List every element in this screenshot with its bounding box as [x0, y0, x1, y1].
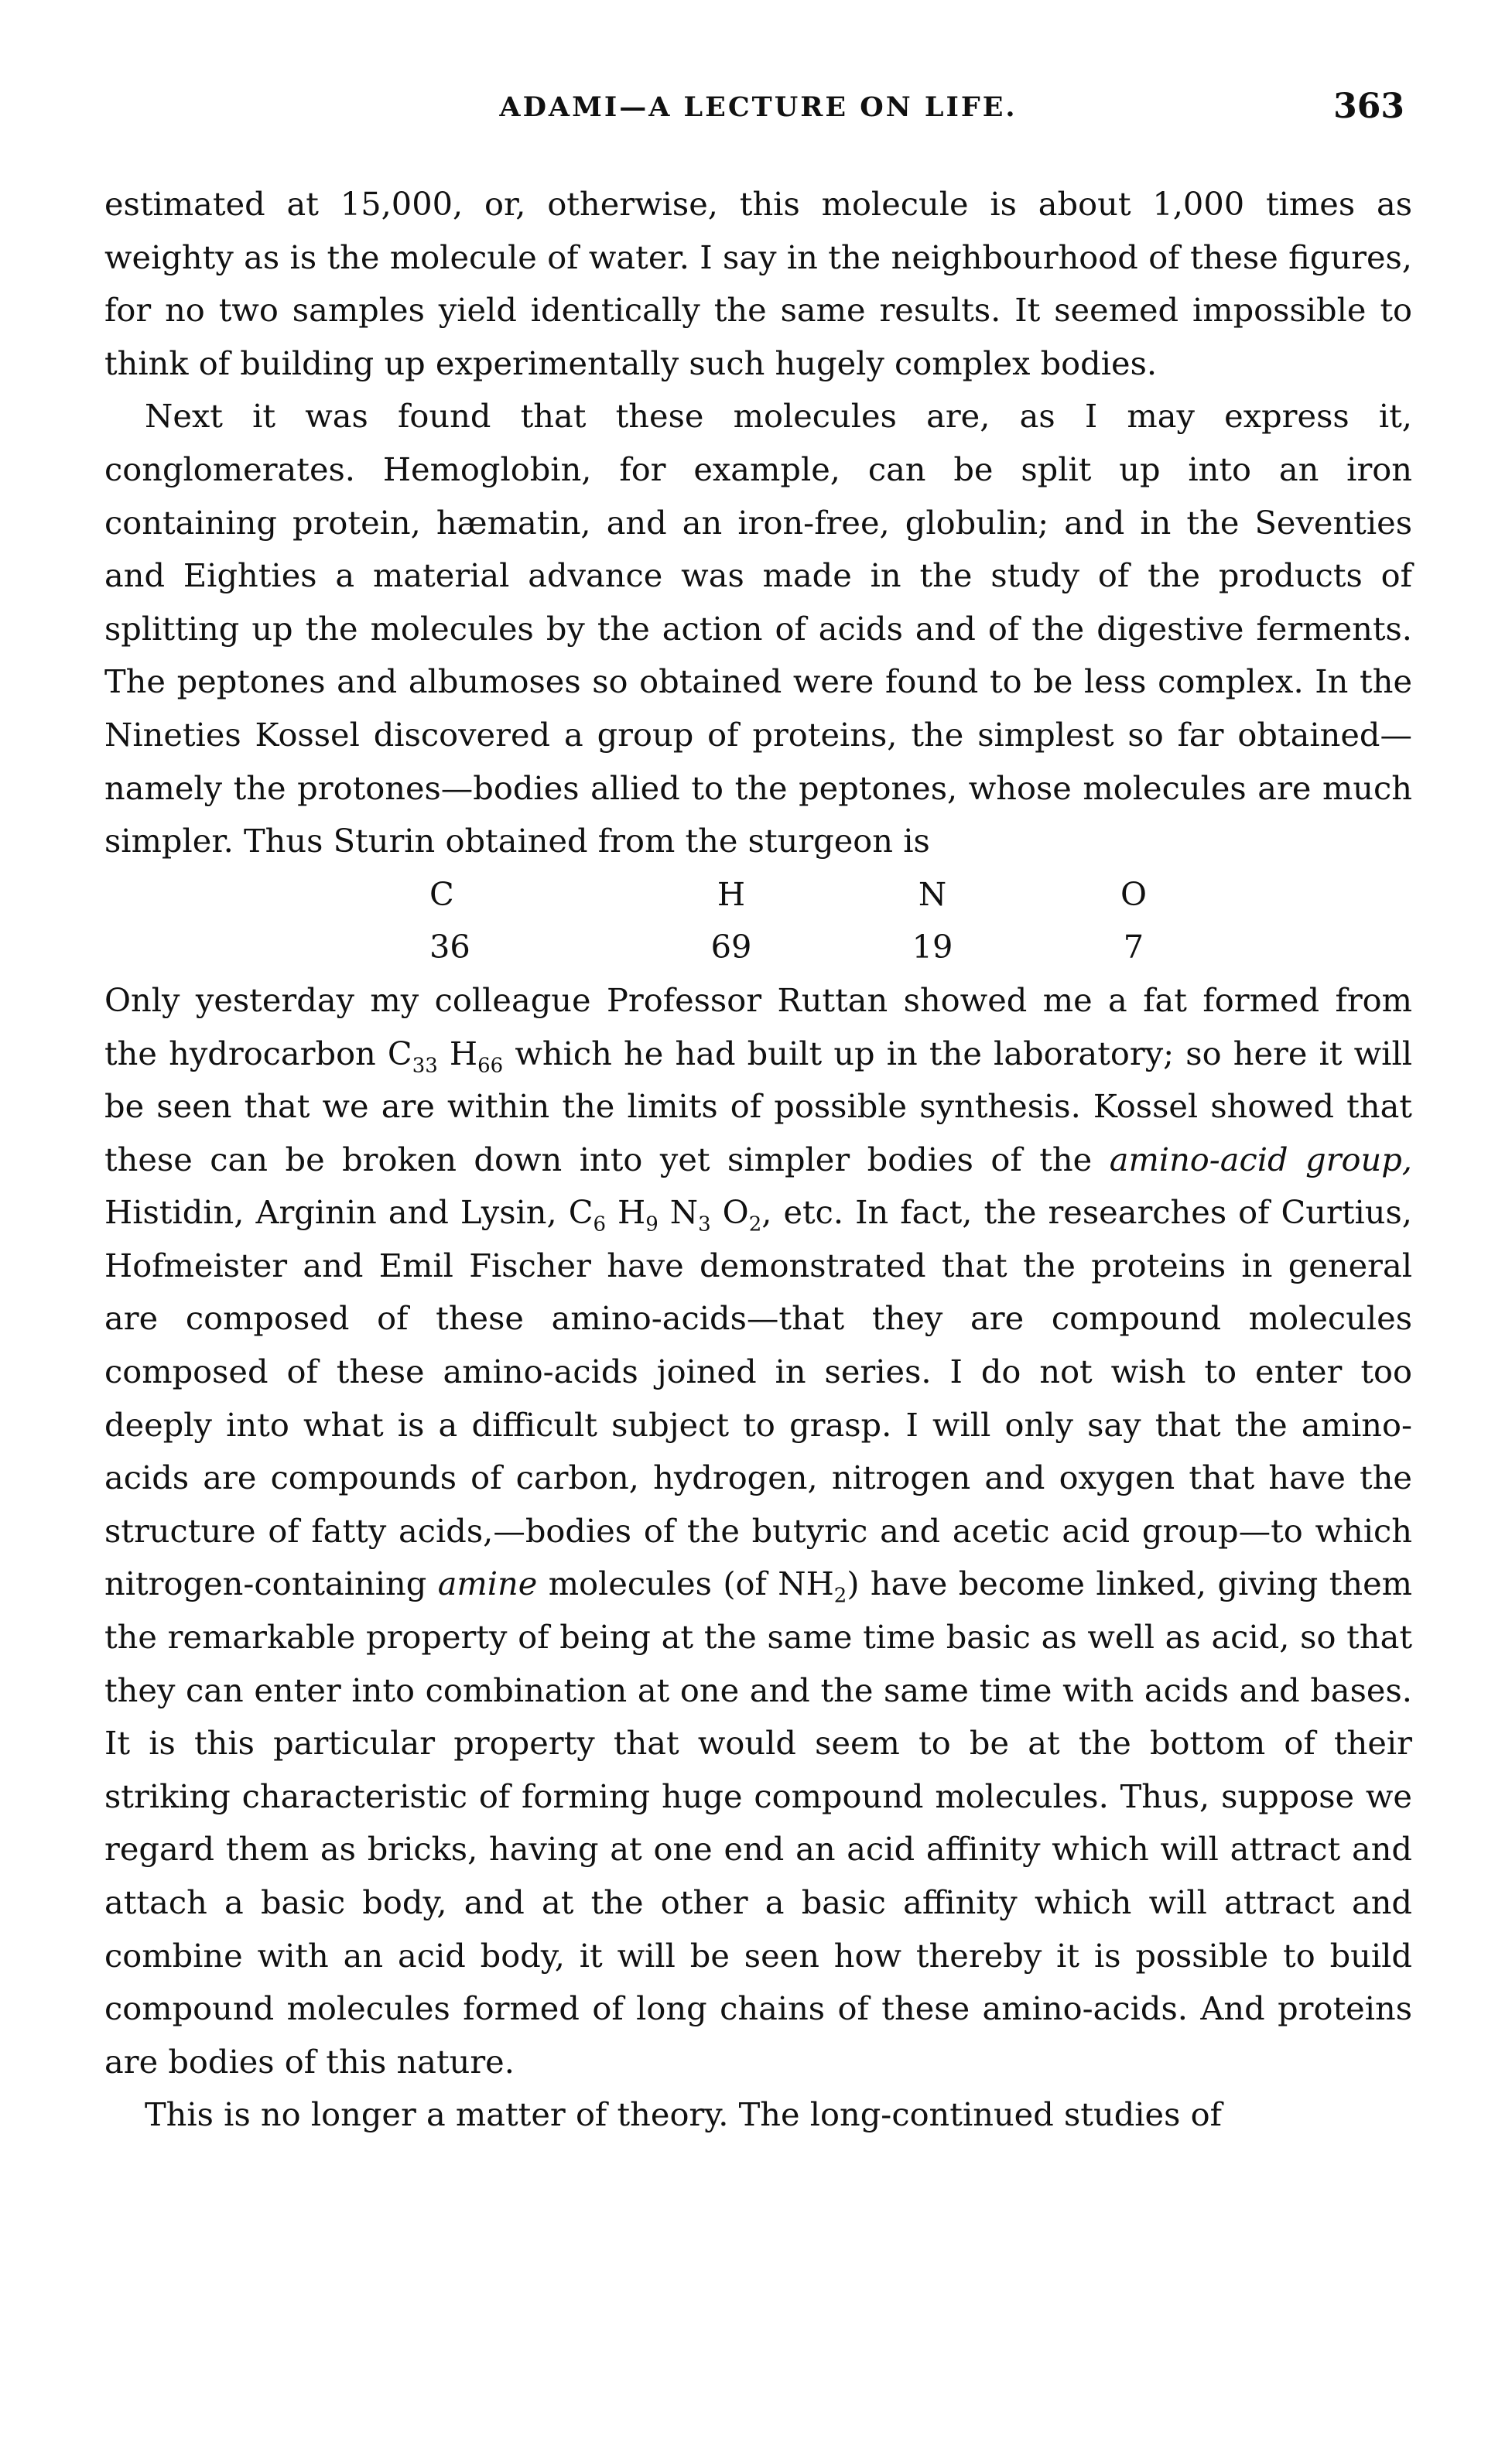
p3-text-9: molecules (of NH	[537, 1565, 834, 1603]
formula-element-c: C	[429, 874, 454, 913]
p3-text-2: H	[437, 1034, 478, 1072]
page-header	[104, 87, 1412, 145]
p3-italic-1: amino-acid group,	[1109, 1140, 1412, 1178]
formula-element-o: O	[1120, 874, 1148, 913]
paragraph-1: estimated at 15,000, or, otherwise, this molecule is about 1,000 times as weighty as is the molecule of water. I say in the neighbourhood of these figures, for no two samples yield identically the same results. It seemed impossible to think of building up experimentally such hugely complex bodies.	[104, 185, 1412, 382]
p3-text-4: Histidin, Arginin and Lysin, C	[104, 1193, 594, 1232]
formula-elements-row	[151, 868, 1234, 922]
p3-italic-2: amine	[437, 1565, 538, 1603]
p3-sub-3: 6	[593, 1212, 606, 1236]
p3-sub-5: 3	[698, 1212, 711, 1236]
formula-element-h: H	[717, 874, 746, 913]
p3-sub-4: 9	[645, 1212, 659, 1236]
paragraph-4: This is no longer a matter of theory. The long-continued studies of	[145, 2095, 1222, 2134]
paragraph-2: Next it was found that these molecules are, as I may express it, conglomerates. Hemoglobin, for example, can be split up into an iron containing protein, hæmatin, and an iron-free, globulin; and in the Seventies and Eighties a material advance was made in the study of the products of splitting up the molecules by the action of acids and of the digestive ferments. The peptones and albumoses so obtained were found to be less complex. In the Nineties Kossel discovered a group of proteins, the simplest so far obtained—namely the protones—bodies allied to the peptones, whose molecules are much simpler. Thus Sturin obtained from the sturgeon is	[104, 397, 1412, 860]
p3-text-10: ) have become linked, giving them the remarkable property of being at the same time basic as well as acid, so that they can enter into combination at one and the same time with acids and bases. It is this particular property that would seem to be at the bottom of their striking characteristic of forming huge compound molecules. Thus, suppose we regard them as bricks, having at one end an acid affinity which will attract and attach a basic body, and at the other a basic affinity which will attract and combine with an acid body, it will be seen how thereby it is possible to build compound molecules formed of long chains of these amino-acids. And proteins are bodies of this nature.	[104, 1565, 1412, 2081]
p3-text-1: Only yesterday my colleague Professor Ruttan showed me a fat formed from the hydrocarbon C	[104, 980, 1412, 1072]
formula-counts-row	[151, 921, 1234, 974]
formula-count-o: 7	[1123, 928, 1144, 966]
formula-count-h: 69	[710, 928, 752, 966]
paragraph-3	[104, 974, 1412, 2088]
p3-text-8: , etc. In fact, the researches of Curtius, Hofmeister and Emil Fischer have demonstrated that the proteins in general are composed of these amino-acids—that they are compound molecules composed of these amino-acids joined in series. I do not wish to enter too deeply into what is a difficult subject to grasp. I will only say that the amino-acids are compounds of carbon, hydrogen, nitrogen and oxygen that have the structure of fatty acids,—bodies of the butyric and acetic acid group—to which nitrogen-containing	[104, 1193, 1412, 1603]
sturin-formula	[151, 868, 1234, 974]
running-title: ADAMI—A LECTURE ON LIFE.	[499, 91, 1018, 123]
p3-text-7: O	[710, 1193, 749, 1232]
p3-sub-2: 66	[477, 1053, 504, 1077]
page-number: 363	[1333, 87, 1404, 126]
p3-text-3: which he had built up in the laboratory; so here it will be seen that we are within the limits of possible synthesis. Kossel showed that these can be broken down into yet simpler bodies of the	[104, 1034, 1412, 1178]
body-text	[104, 178, 1412, 2142]
formula-count-n: 19	[912, 928, 953, 966]
formula-count-c: 36	[429, 928, 470, 966]
p3-text-5: H	[606, 1193, 646, 1232]
p3-text-6: N	[658, 1193, 699, 1232]
formula-element-n: N	[918, 874, 947, 913]
p3-sub-6: 2	[748, 1212, 762, 1236]
p3-sub-7: 2	[833, 1584, 847, 1608]
p3-sub-1: 33	[412, 1053, 438, 1077]
